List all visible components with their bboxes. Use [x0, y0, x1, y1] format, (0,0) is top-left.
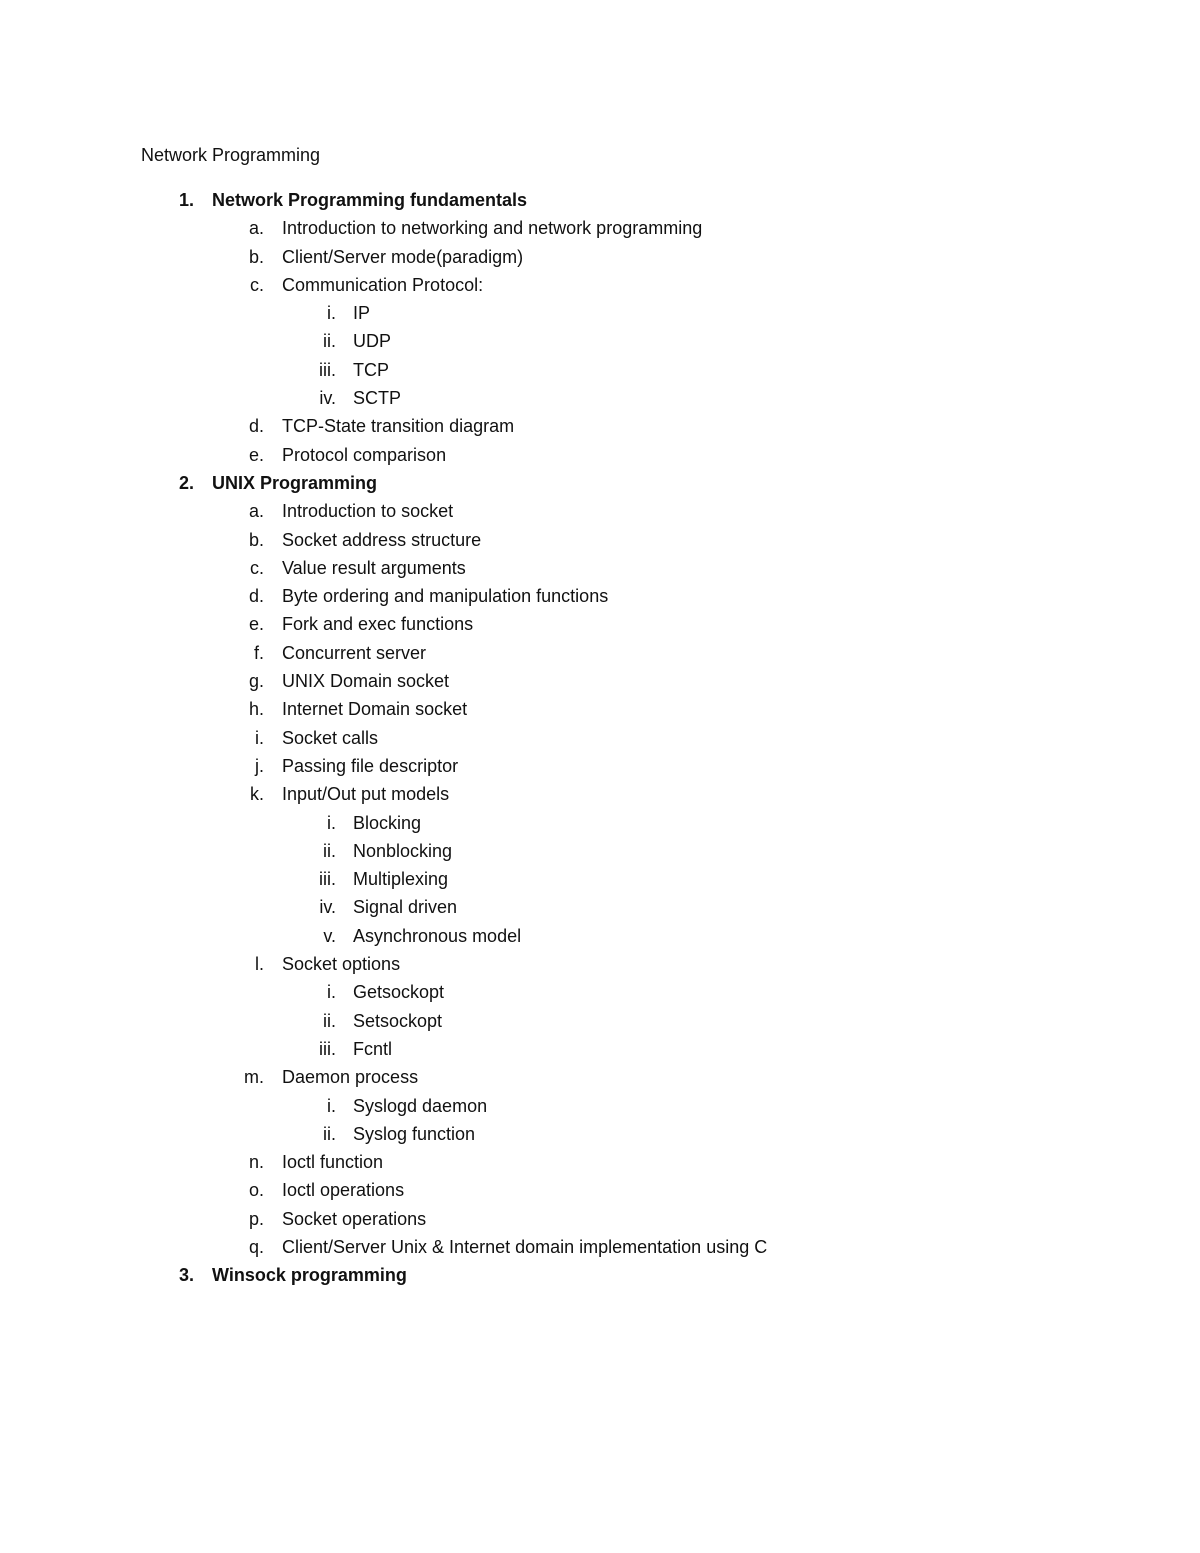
list-item-text: TCP-State transition diagram — [282, 416, 515, 437]
list-item-text: Getsockopt — [353, 982, 445, 1003]
list-item — [0, 384, 1200, 412]
list-marker: i. — [327, 982, 336, 1003]
list-item-text: Byte ordering and manipulation functions — [282, 586, 609, 607]
list-item — [0, 1035, 1200, 1063]
list-marker: iii. — [319, 359, 336, 380]
list-item-text: Introduction to networking and network programming — [282, 218, 703, 239]
list-item-text: Concurrent server — [282, 642, 427, 663]
section-heading — [0, 186, 1200, 214]
list-item — [0, 441, 1200, 469]
list-marker: 2. — [178, 472, 194, 493]
list-item — [0, 356, 1200, 384]
list-item-text: Communication Protocol: — [282, 274, 484, 295]
list-marker: iii. — [319, 1038, 336, 1059]
list-item — [0, 667, 1200, 695]
list-marker: n. — [248, 1152, 264, 1173]
list-item — [0, 837, 1200, 865]
list-marker: ii. — [323, 331, 336, 352]
list-marker: ii. — [323, 1010, 336, 1031]
list-marker: a. — [248, 501, 264, 522]
list-item-text: Blocking — [353, 812, 422, 833]
list-item-text: SCTP — [353, 388, 402, 409]
list-item-text: Nonblocking — [353, 840, 453, 861]
list-marker: iv. — [319, 388, 336, 409]
list-item-text: TCP — [353, 359, 389, 380]
outline-list — [0, 186, 1200, 1290]
list-item-text: Fcntl — [353, 1038, 393, 1059]
list-item — [0, 1205, 1200, 1233]
list-item-text: Multiplexing — [353, 869, 449, 890]
list-item-text: Signal driven — [353, 897, 458, 918]
list-item — [0, 893, 1200, 921]
list-item — [0, 809, 1200, 837]
list-marker: i. — [327, 303, 336, 324]
list-marker: f. — [253, 642, 264, 663]
list-marker: ii. — [323, 840, 336, 861]
list-item-text: UNIX Programming — [212, 472, 378, 493]
list-item-text: Protocol comparison — [282, 444, 447, 465]
list-marker: a. — [248, 218, 264, 239]
list-marker: o. — [248, 1180, 264, 1201]
list-marker: iv. — [319, 897, 336, 918]
list-item — [0, 497, 1200, 525]
list-item — [0, 610, 1200, 638]
list-item-text: Internet Domain socket — [282, 699, 468, 720]
list-marker: e. — [248, 444, 264, 465]
list-item-text: Socket calls — [282, 727, 379, 748]
list-item-text: Client/Server Unix & Internet domain implementation using C — [282, 1236, 768, 1257]
list-item — [0, 1233, 1200, 1261]
list-item-text: UDP — [353, 331, 392, 352]
list-item — [0, 243, 1200, 271]
list-marker: k. — [249, 784, 264, 805]
list-item — [0, 978, 1200, 1006]
list-item-text: Syslog function — [353, 1123, 476, 1144]
list-item — [0, 922, 1200, 950]
list-item-text: Socket operations — [282, 1208, 427, 1229]
list-marker: 3. — [178, 1265, 194, 1286]
list-marker: i. — [327, 812, 336, 833]
list-marker: b. — [248, 529, 264, 550]
list-item — [0, 639, 1200, 667]
document-title: Network Programming — [141, 145, 321, 165]
list-item — [0, 865, 1200, 893]
list-item — [0, 582, 1200, 610]
list-item-text: Value result arguments — [282, 557, 466, 578]
list-item-text: Ioctl operations — [282, 1180, 405, 1201]
list-marker: m. — [244, 1067, 264, 1088]
list-item — [0, 271, 1200, 299]
list-item-text: Passing file descriptor — [282, 755, 459, 776]
list-item-text: Input/Out put models — [282, 784, 450, 805]
list-item — [0, 299, 1200, 327]
list-item — [0, 1148, 1200, 1176]
list-marker: q. — [248, 1236, 264, 1257]
list-marker: h. — [248, 699, 264, 720]
list-item-text: Ioctl function — [282, 1152, 384, 1173]
list-item — [0, 724, 1200, 752]
section-heading — [0, 1261, 1200, 1289]
list-item-text: Winsock programming — [212, 1265, 407, 1286]
list-item-text: Socket address structure — [282, 529, 482, 550]
section-heading — [0, 469, 1200, 497]
list-item — [0, 214, 1200, 242]
list-item — [0, 950, 1200, 978]
list-item-text: Client/Server mode(paradigm) — [282, 246, 524, 267]
list-item — [0, 554, 1200, 582]
list-marker: l. — [255, 954, 264, 975]
list-marker: p. — [248, 1208, 264, 1229]
list-marker: ii. — [323, 1123, 336, 1144]
list-marker: iii. — [319, 869, 336, 890]
list-item-text: IP — [353, 303, 371, 324]
list-item-text: Asynchronous model — [353, 925, 522, 946]
list-marker: c. — [249, 557, 264, 578]
list-item — [0, 752, 1200, 780]
list-item — [0, 1120, 1200, 1148]
list-item — [0, 1063, 1200, 1091]
list-item-text: Syslogd daemon — [353, 1095, 488, 1116]
list-item — [0, 1092, 1200, 1120]
list-marker: j. — [255, 755, 264, 776]
list-item — [0, 526, 1200, 554]
list-marker: 1. — [178, 190, 194, 210]
list-marker: i. — [327, 1095, 336, 1116]
list-marker: b. — [248, 246, 264, 267]
list-item — [0, 695, 1200, 723]
list-item — [0, 412, 1200, 440]
list-marker: i. — [255, 727, 264, 748]
list-marker: e. — [248, 614, 264, 635]
list-item — [0, 1007, 1200, 1035]
list-marker: d. — [248, 586, 264, 607]
list-item-text: Socket options — [282, 954, 401, 975]
list-item-text: Daemon process — [282, 1067, 419, 1088]
list-marker: v. — [323, 925, 336, 946]
list-item — [0, 1176, 1200, 1204]
list-marker: g. — [248, 671, 264, 692]
list-item-text: Introduction to socket — [282, 501, 454, 522]
list-item-text: Setsockopt — [353, 1010, 443, 1031]
list-marker: c. — [249, 274, 264, 295]
list-item — [0, 327, 1200, 355]
list-item — [0, 780, 1200, 808]
list-item-text: Fork and exec functions — [282, 614, 474, 635]
list-item-text: Network Programming fundamentals — [212, 190, 528, 210]
list-item-text: UNIX Domain socket — [282, 671, 450, 692]
list-marker: d. — [248, 416, 264, 437]
